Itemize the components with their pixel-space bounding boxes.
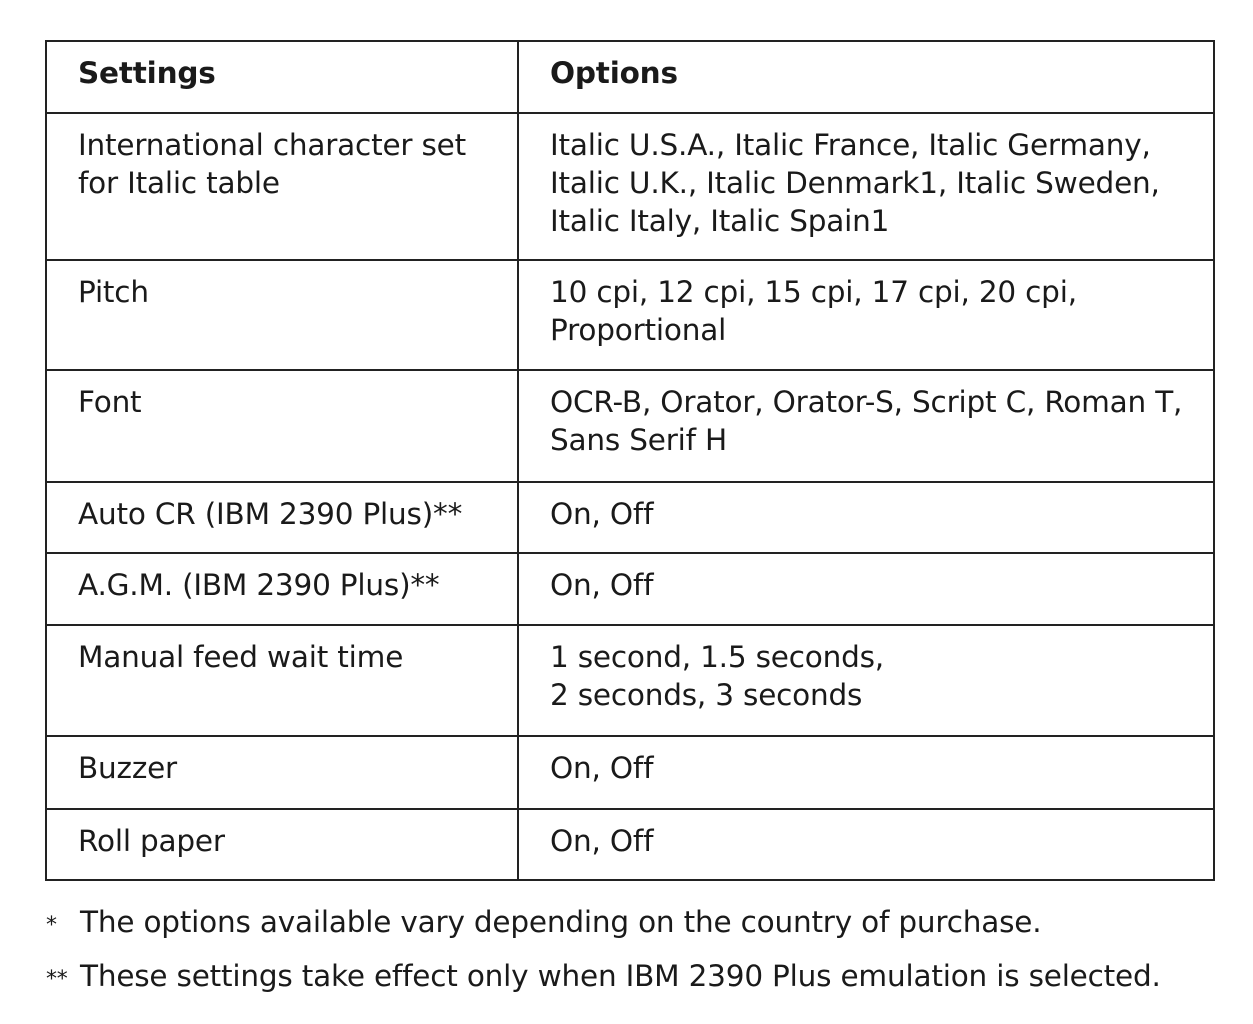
table-row	[46, 260, 1214, 370]
setting-options: On, Off	[518, 482, 1214, 553]
footnote-text: These settings take effect only when IBM 2390 Plus emulation is selected.	[80, 959, 1161, 993]
footnotes	[46, 903, 1226, 1011]
setting-options: On, Off	[518, 809, 1214, 880]
table-row	[46, 113, 1214, 260]
table-row	[46, 736, 1214, 809]
table-row	[46, 482, 1214, 553]
table-row	[46, 370, 1214, 482]
table-row	[46, 553, 1214, 625]
setting-name: A.G.M. (IBM 2390 Plus)**	[46, 553, 518, 625]
table-row	[46, 809, 1214, 880]
setting-options: 10 cpi, 12 cpi, 15 cpi, 17 cpi, 20 cpi, Proportional	[518, 260, 1214, 370]
setting-name: Buzzer	[46, 736, 518, 809]
setting-name: Font	[46, 370, 518, 482]
table-header-row	[46, 41, 1214, 113]
footnote	[46, 903, 1226, 941]
setting-options: OCR-B, Orator, Orator-S, Script C, Roman T, Sans Serif H	[518, 370, 1214, 482]
footnote-text: The options available vary depending on the country of purchase.	[80, 905, 1042, 939]
setting-name: Manual feed wait time	[46, 625, 518, 736]
setting-name: Pitch	[46, 260, 518, 370]
setting-name: International character set for Italic table	[46, 113, 518, 260]
setting-name: Auto CR (IBM 2390 Plus)**	[46, 482, 518, 553]
setting-name: Roll paper	[46, 809, 518, 880]
setting-options: Italic U.S.A., Italic France, Italic Germany, Italic U.K., Italic Denmark1, Italic Sweden, Italic Italy, Italic Spain1	[518, 113, 1214, 260]
settings-table	[45, 40, 1215, 881]
table-row	[46, 625, 1214, 736]
footnote	[46, 957, 1226, 995]
header-options: Options	[518, 41, 1214, 113]
setting-options: 1 second, 1.5 seconds, 2 seconds, 3 seconds	[518, 625, 1214, 736]
header-settings: Settings	[46, 41, 518, 113]
setting-options: On, Off	[518, 553, 1214, 625]
setting-options: On, Off	[518, 736, 1214, 809]
footnote-mark: *	[46, 913, 57, 938]
footnote-mark: **	[46, 967, 68, 992]
